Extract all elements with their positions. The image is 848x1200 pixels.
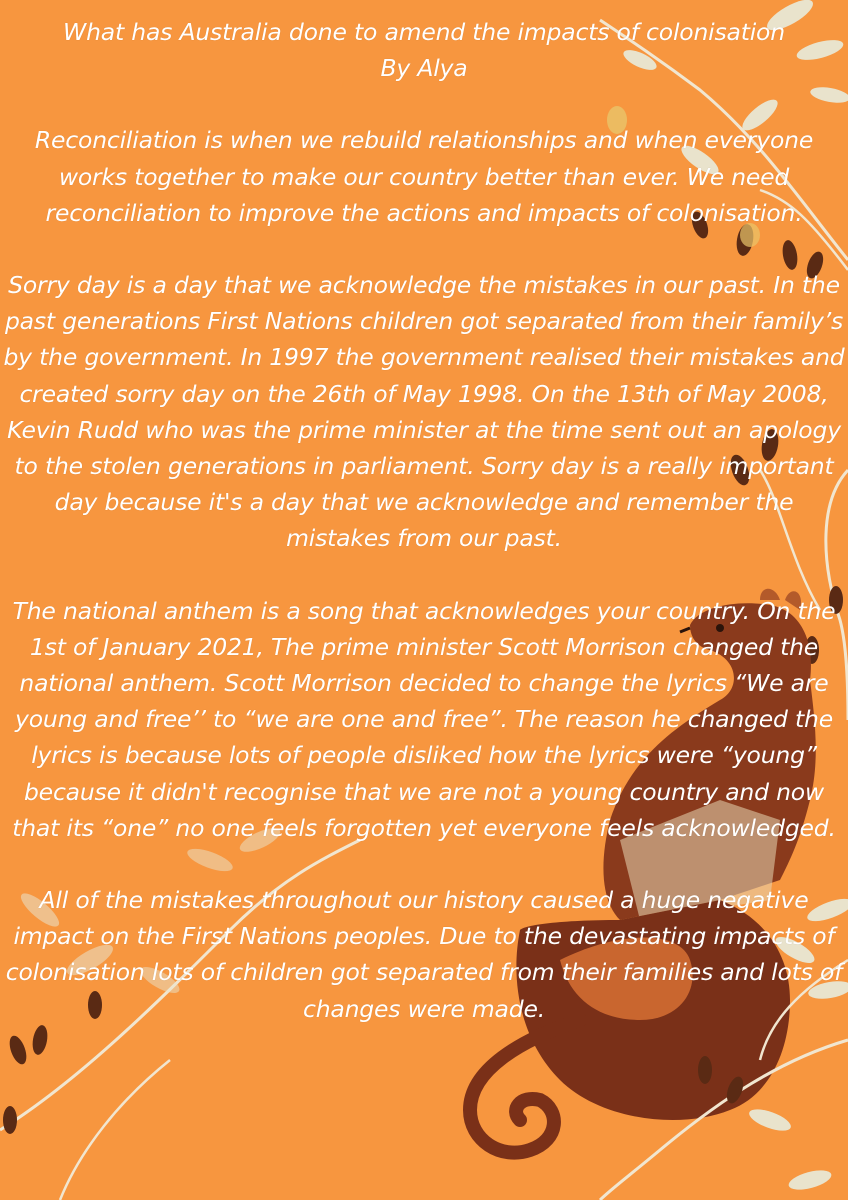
document-body [0,14,848,1063]
paragraph-sorry-day: Sorry day is a day that we acknowledge the mistakes in our past. In the past generations First Nations children got separated from their family’s by the government. In 1997 the government realised their mistakes and created sorry day on the 26th of May 1998. On the 13th of May 2008, Kevin Rudd who was the prime minister at the time sent out an apology to the stolen generations in parliament. Sorry day is a really important day because it's a day that we acknowledge and remember the mistakes from our past. [3,271,845,553]
document-title: What has Australia done to amend the impacts of colonisation [63,18,785,46]
paragraph-national-anthem: The national anthem is a song that acknowledges your country. On the 1st of January 2021, The prime minister Scott Morrison changed the national anthem. Scott Morrison decided to change the lyrics “We are young and free’’ to “we are one and free”. The reason he changed the lyrics is because lots of people disliked how the lyrics were “young” because it didn't recognise that we are not a young country and now that its “one” no one feels forgotten yet everyone feels acknowledged. [12,596,836,842]
paragraph-conclusion: All of the mistakes throughout our history caused a huge negative impact on the First Nations peoples. Due to the devastating impacts of colonisation lots of children got separated from their families and lots of changes were made. [5,886,843,1023]
document-heading [0,14,848,86]
paragraph-reconciliation: Reconciliation is when we rebuild relationships and when everyone works together to make our country better than ever. We need reconciliation to improve the actions and impacts of colonisation. [34,126,814,227]
document-author: By Alya [380,54,468,83]
